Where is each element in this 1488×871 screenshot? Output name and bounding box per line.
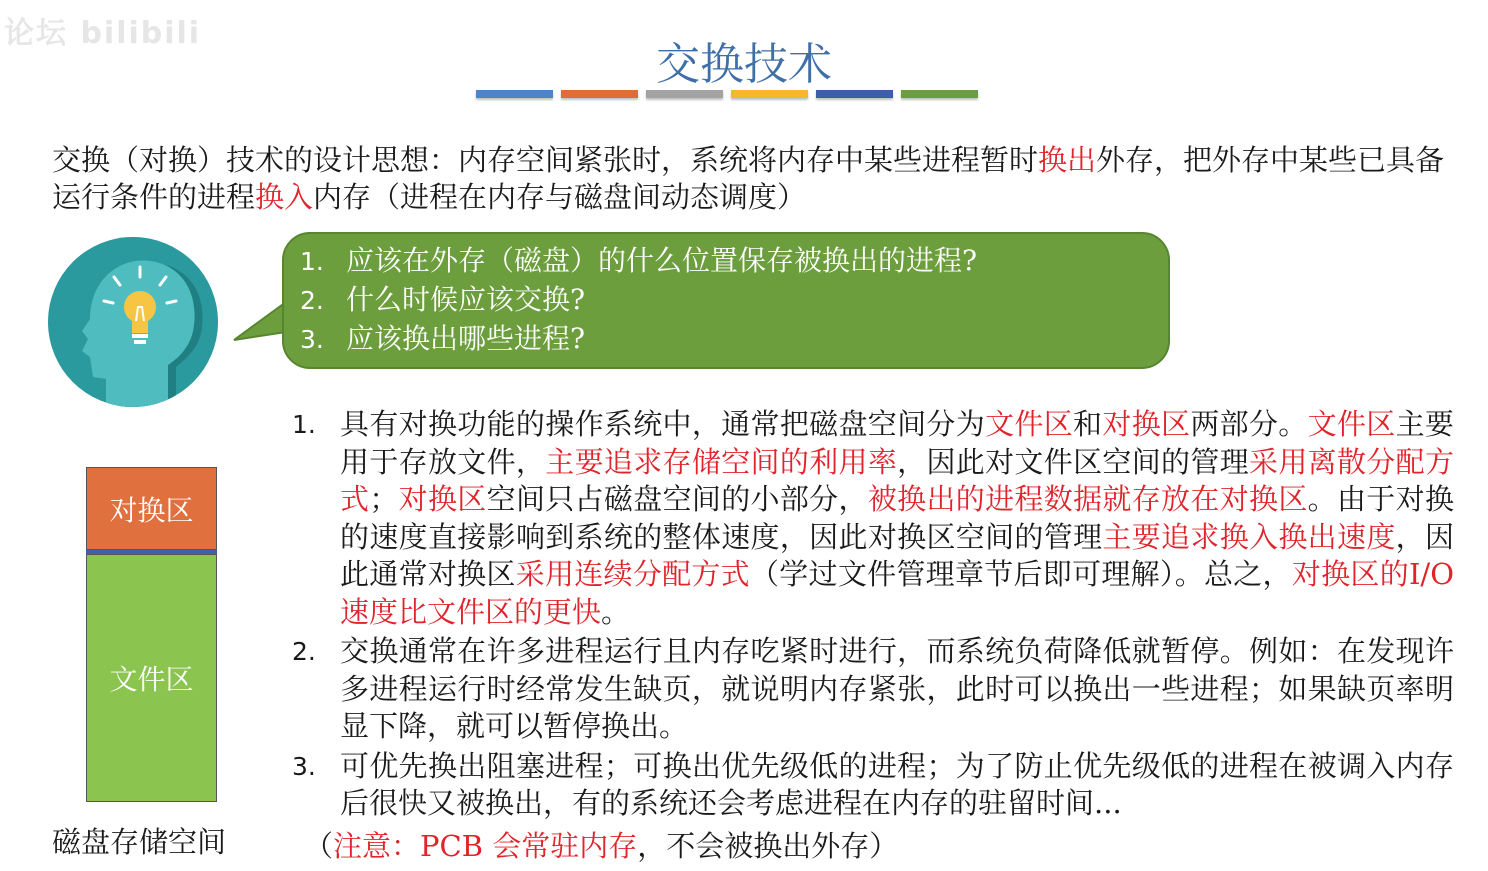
answer-item xyxy=(292,748,1454,823)
answer-item xyxy=(292,633,1454,746)
answer-text: 具有对换功能的操作系统中，通常把磁盘空间分为文件区和对换区两部分。文件区主要用于存放文件，主要追求存储空间的利用率，因此对文件区空间的管理采用离散分配方式；对换区空间只占磁盘空间的小部分，被换出的进程数据就存放在对换区。由于对换的速度直接影响到系统的整体速度，因此对换区空间的管理主要追求换入换出速度，因此通常对换区采用连续分配方式（学过文件管理章节后即可理解）。总之，对换区的I/O速度比文件区的更快。 xyxy=(340,407,1454,629)
answer-number: 3. xyxy=(292,751,316,781)
disk-caption: 磁盘存储空间 xyxy=(52,825,227,859)
accent-bar xyxy=(901,90,978,98)
swap-area-label: 对换区 xyxy=(109,493,194,527)
swap-area-block xyxy=(86,467,217,550)
answer-item xyxy=(292,406,1454,631)
file-area-label: 文件区 xyxy=(109,663,194,696)
answer-text: 可优先换出阻塞进程；可换出优先级低的进程；为了防止优先级低的进程在被调入内存后很快又被换出，有的系统还会考虑进程在内存的驻留时间... xyxy=(340,748,1454,820)
answer-number: 2. xyxy=(292,637,316,666)
intro-text: 外存，把外存中某些已具备运行条件的进程 xyxy=(52,143,1445,214)
question-number: 3. xyxy=(300,325,324,354)
question-text: 应该在外存（磁盘）的什么位置保存被换出的进程? xyxy=(346,244,978,277)
intro-paragraph xyxy=(52,142,1452,216)
accent-bar xyxy=(646,90,723,98)
slide-title: 交换技术 xyxy=(656,39,832,90)
answer-list xyxy=(292,406,1454,825)
watermark: 论坛 bilibili xyxy=(4,16,202,51)
bubble-tail xyxy=(232,300,288,350)
accent-bar xyxy=(561,90,638,98)
intro-highlight: 换入 xyxy=(255,180,314,214)
question-number: 2. xyxy=(300,286,324,315)
accent-bar xyxy=(816,90,893,98)
question-text: 应该换出哪些进程? xyxy=(346,322,586,355)
pcb-note: （注意：PCB 会常驻内存，不会被换出外存） xyxy=(304,829,899,863)
question-item xyxy=(300,320,1168,359)
intro-text: 交换（对换）技术的设计思想：内存空间紧张时，系统将内存中某些进程暂时 xyxy=(52,143,1039,177)
answer-number: 1. xyxy=(292,410,316,439)
note-highlight: 注意：PCB 会常驻内存 xyxy=(333,829,638,863)
answer-text: 交换通常在许多进程运行且内存吃紧时进行，而系统负荷降低就暂停。例如：在发现许多进程运行时经常发生缺页，就说明内存紧张，此时可以换出一些进程；如果缺页率明显下降，就可以暂停换出。 xyxy=(340,634,1454,743)
intro-text: 内存（进程在内存与磁盘间动态调度） xyxy=(313,180,807,214)
question-item xyxy=(300,281,1168,320)
question-number: 1. xyxy=(300,247,324,276)
accent-bar xyxy=(731,90,808,98)
accent-bar xyxy=(476,90,553,98)
intro-highlight: 换出 xyxy=(1038,143,1097,177)
question-text: 什么时候应该交换? xyxy=(346,283,586,316)
question-item xyxy=(300,242,1168,281)
file-area-block xyxy=(86,554,217,802)
head-lightbulb-icon xyxy=(48,237,218,407)
question-bubble xyxy=(282,232,1170,369)
accent-bars xyxy=(476,90,978,98)
